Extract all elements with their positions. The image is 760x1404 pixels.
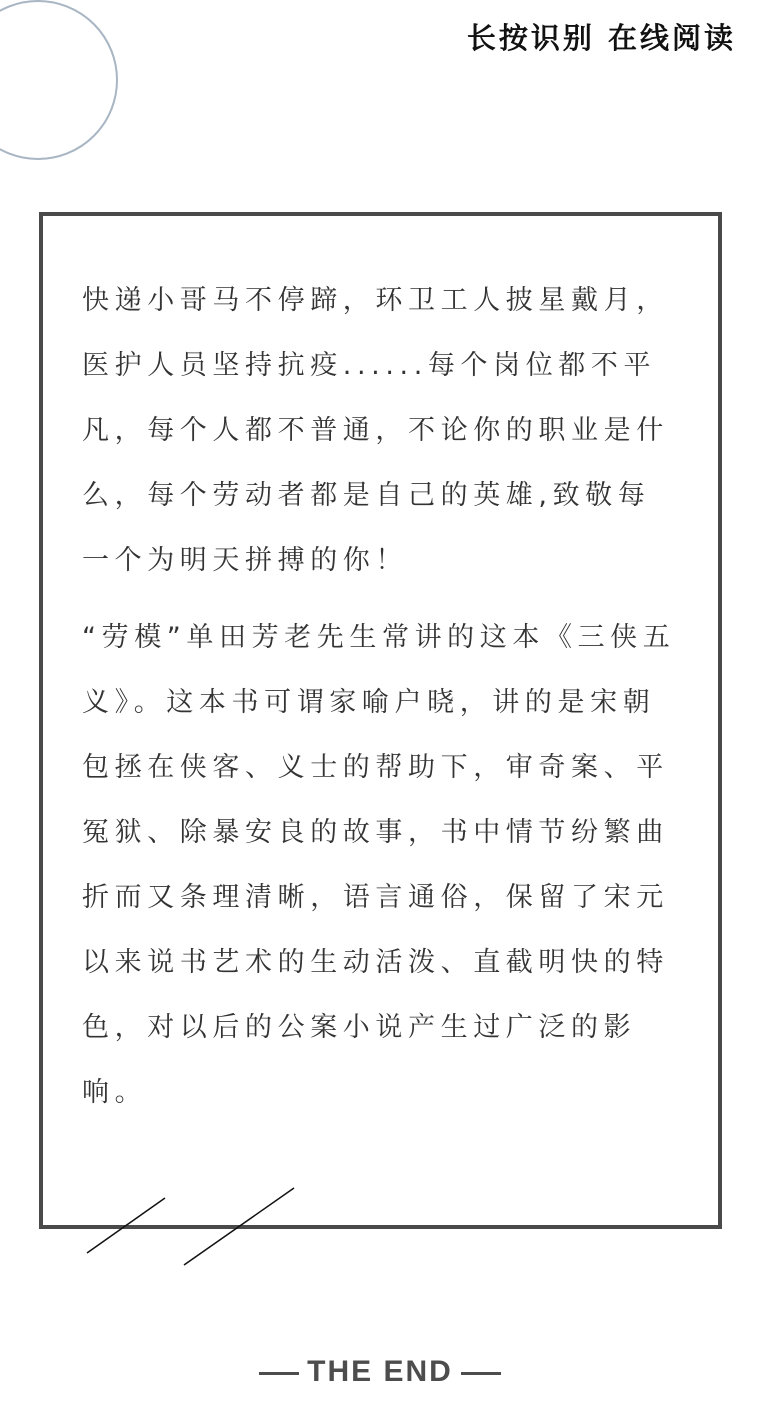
the-end-label: THE END <box>307 1355 453 1388</box>
article-body <box>82 268 682 1125</box>
qr-read-hint[interactable]: 长按识别 在线阅读 <box>466 21 736 55</box>
double-slash-decoration-icon <box>80 1185 310 1275</box>
footer-right-dash <box>461 1372 501 1375</box>
footer-left-dash <box>259 1372 299 1375</box>
slash-line-1 <box>87 1198 165 1253</box>
article-paragraph-1: 快递小哥马不停蹄，环卫工人披星戴月，医护人员坚持抗疫......每个岗位都不平凡，每个人都不普通，不论你的职业是什么，每个劳动者都是自己的英雄,致敬每一个为明天拼搏的你！ <box>82 285 669 576</box>
the-end-footer <box>0 1355 760 1389</box>
decorative-circle-icon <box>0 0 118 160</box>
slash-line-2 <box>184 1188 294 1265</box>
article-paragraph-2: “劳模”单田芳老先生常讲的这本《三侠五义》。这本书可谓家喻户晓，讲的是宋朝包拯在侠客、义士的帮助下，审奇案、平冤狱、除暴安良的故事，书中情节纷繁曲折而又条理清晰，语言通俗，保留了宋元以来说书艺术的生动活泼、直截明快的特色，对以后的公案小说产生过广泛的影响。 <box>82 622 676 1108</box>
